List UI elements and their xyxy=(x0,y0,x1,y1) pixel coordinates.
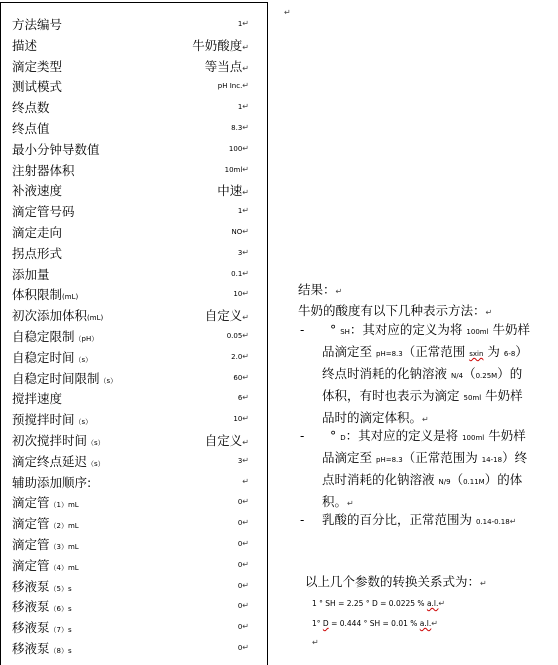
parameter-label: 初次添加体积(mL) xyxy=(12,308,104,324)
parameter-label: 滴定类型 xyxy=(12,58,63,74)
formula-title: 以上几个参数的转换关系式为：↵ xyxy=(305,574,487,589)
parameter-label: 移液泵（8）s xyxy=(12,641,72,656)
table-row xyxy=(1,346,267,367)
formula-2: 1° D = 0.444 ° SH = 0.01 % a.l.↵ xyxy=(312,619,438,628)
parameter-value: 100↵ xyxy=(228,143,249,153)
parameter-value: 自定义↵ xyxy=(204,433,249,448)
table-row xyxy=(1,304,267,325)
parameter-value: 10ml↵ xyxy=(224,164,249,174)
parameter-value: ↵ xyxy=(242,476,249,486)
parameter-label: 辅助添加顺序: xyxy=(12,474,92,490)
table-row xyxy=(1,512,267,533)
parameter-label: 终点值 xyxy=(12,121,50,136)
formula-1: 1 ° SH = 2.25 ° D = 0.0225 % a.l.↵ xyxy=(312,599,446,608)
parameter-label: 方法编号 xyxy=(12,17,63,32)
table-row xyxy=(1,75,267,96)
parameter-value: 等当点↵ xyxy=(204,58,249,74)
parameter-label: 自稳定时间限制（s） xyxy=(12,370,118,386)
parameter-label: 滴定管（4）mL xyxy=(12,557,79,573)
table-row xyxy=(1,200,267,221)
parameter-value: 8.3↵ xyxy=(231,123,249,132)
parameter-value: 0↵ xyxy=(237,518,249,528)
parameter-label: 滴定管（3）mL xyxy=(12,537,79,552)
table-row xyxy=(1,595,267,616)
parameter-label: 移液泵（7）s xyxy=(12,620,72,636)
parameter-label: 最小分钟导数值 xyxy=(12,141,100,157)
bullet-lactic-acid: 乳酸的百分比，正常范围为 0.14-0.18↵ xyxy=(322,512,517,527)
parameter-value: 2.0↵ xyxy=(231,351,249,361)
parameter-value: 牛奶酸度↵ xyxy=(192,37,249,53)
parameter-label: 滴定终点延迟（s） xyxy=(12,453,105,469)
parameter-label: 终点数 xyxy=(12,100,50,116)
table-row xyxy=(1,55,267,76)
bullet-marker: - xyxy=(300,323,305,337)
table-row xyxy=(1,471,267,492)
parameter-label: 滴定走向 xyxy=(12,225,63,240)
parameter-value: 0↵ xyxy=(237,643,249,652)
parameter-value: 6↵ xyxy=(237,393,249,403)
results-intro: 牛奶的酸度有以下几种表示方法：↵ xyxy=(298,303,493,318)
bullet-marker: - xyxy=(300,429,305,443)
parameter-label: 体积限制(mL) xyxy=(12,287,79,303)
table-row xyxy=(1,13,267,34)
parameter-label: 移液泵（5）s xyxy=(12,578,72,594)
table-row xyxy=(1,491,267,512)
parameter-label: 拐点形式 xyxy=(12,245,63,261)
parameter-label: 预搅拌时间（s） xyxy=(12,412,93,428)
table-row xyxy=(1,367,267,388)
table-row xyxy=(1,159,267,180)
parameter-value: 0.05↵ xyxy=(226,331,249,340)
parameter-label: 描述 xyxy=(12,37,38,53)
parameter-label: 注射器体积 xyxy=(12,162,75,178)
table-row xyxy=(1,637,267,658)
parameter-label: 补液速度 xyxy=(12,183,63,199)
parameter-label: 自稳定时间（s） xyxy=(12,349,93,365)
table-row xyxy=(1,34,267,55)
parameter-value: 0↵ xyxy=(237,622,249,632)
parameter-value: 0↵ xyxy=(237,601,249,611)
table-row xyxy=(1,575,267,596)
table-row xyxy=(1,96,267,117)
table-row xyxy=(1,450,267,471)
parameter-label: 测试模式 xyxy=(12,79,63,95)
parameter-value: 中速↵ xyxy=(217,183,249,199)
parameter-label: 滴定管（2）mL xyxy=(12,516,79,532)
bullet-marker: - xyxy=(300,513,305,527)
parameter-value: 3↵ xyxy=(237,247,249,257)
parameter-value: 3↵ xyxy=(237,455,249,465)
parameter-label: 搅拌速度 xyxy=(12,391,63,407)
parameter-value: 0↵ xyxy=(237,539,249,548)
results-heading: 结果：↵ xyxy=(298,282,343,297)
parameter-value: pH Inc.↵ xyxy=(217,81,249,91)
parameter-value: 0↵ xyxy=(237,559,249,569)
parameter-value: 60↵ xyxy=(233,372,249,382)
parameter-value: 0↵ xyxy=(237,497,249,507)
parameter-value: 0↵ xyxy=(237,580,249,590)
table-row xyxy=(1,242,267,263)
table-row xyxy=(1,263,267,284)
parameter-value: 1↵ xyxy=(237,19,249,28)
paragraph-mark: ↵ xyxy=(312,638,319,647)
table-row xyxy=(1,179,267,200)
table-row xyxy=(1,283,267,304)
parameter-value: 自定义↵ xyxy=(204,308,249,324)
paragraph-mark: ↵ xyxy=(284,8,291,17)
parameter-label: 移液泵（6）s xyxy=(12,599,72,615)
table-row xyxy=(1,221,267,242)
bullet-d-definition: ° D：其对应的定义是将 100ml 牛奶样 品滴定至 pH=8.3（正常范围为 14-18）终 点时消耗的化钠溶液 N/9（0.11M）的体 积。↵ xyxy=(322,428,528,509)
parameter-label: 初次搅拌时间（s） xyxy=(12,433,105,448)
table-row xyxy=(1,387,267,408)
parameter-label: 添加量 xyxy=(12,266,50,282)
table-row xyxy=(1,533,267,554)
table-row xyxy=(1,429,267,450)
parameter-table xyxy=(0,2,268,665)
parameter-label: 滴定管（1）mL xyxy=(12,495,79,511)
parameter-value: 1↵ xyxy=(237,102,249,112)
parameter-value: 10↵ xyxy=(233,414,249,424)
parameter-value: 1↵ xyxy=(237,206,249,216)
table-row xyxy=(1,325,267,346)
bullet-sh-definition: ° SH：其对应的定义为将 100ml 牛奶样 品滴定至 pH=8.3（正常范围 sxin 为 6-8） 终点时消耗的化钠溶液 N/4（0.25M）的 体积，有时也表示为滴定 50ml 牛奶样 品时的滴定体积。↵ xyxy=(322,322,531,425)
table-row xyxy=(1,117,267,138)
parameter-label: 滴定管号码 xyxy=(12,204,75,220)
table-row xyxy=(1,408,267,429)
parameter-value: 10↵ xyxy=(233,289,249,299)
parameter-value: 0.1↵ xyxy=(231,268,249,278)
parameter-value: NO↵ xyxy=(231,227,249,236)
table-row xyxy=(1,554,267,575)
table-row xyxy=(1,616,267,637)
table-row xyxy=(1,138,267,159)
parameter-label: 自稳定限制（pH） xyxy=(12,329,99,344)
